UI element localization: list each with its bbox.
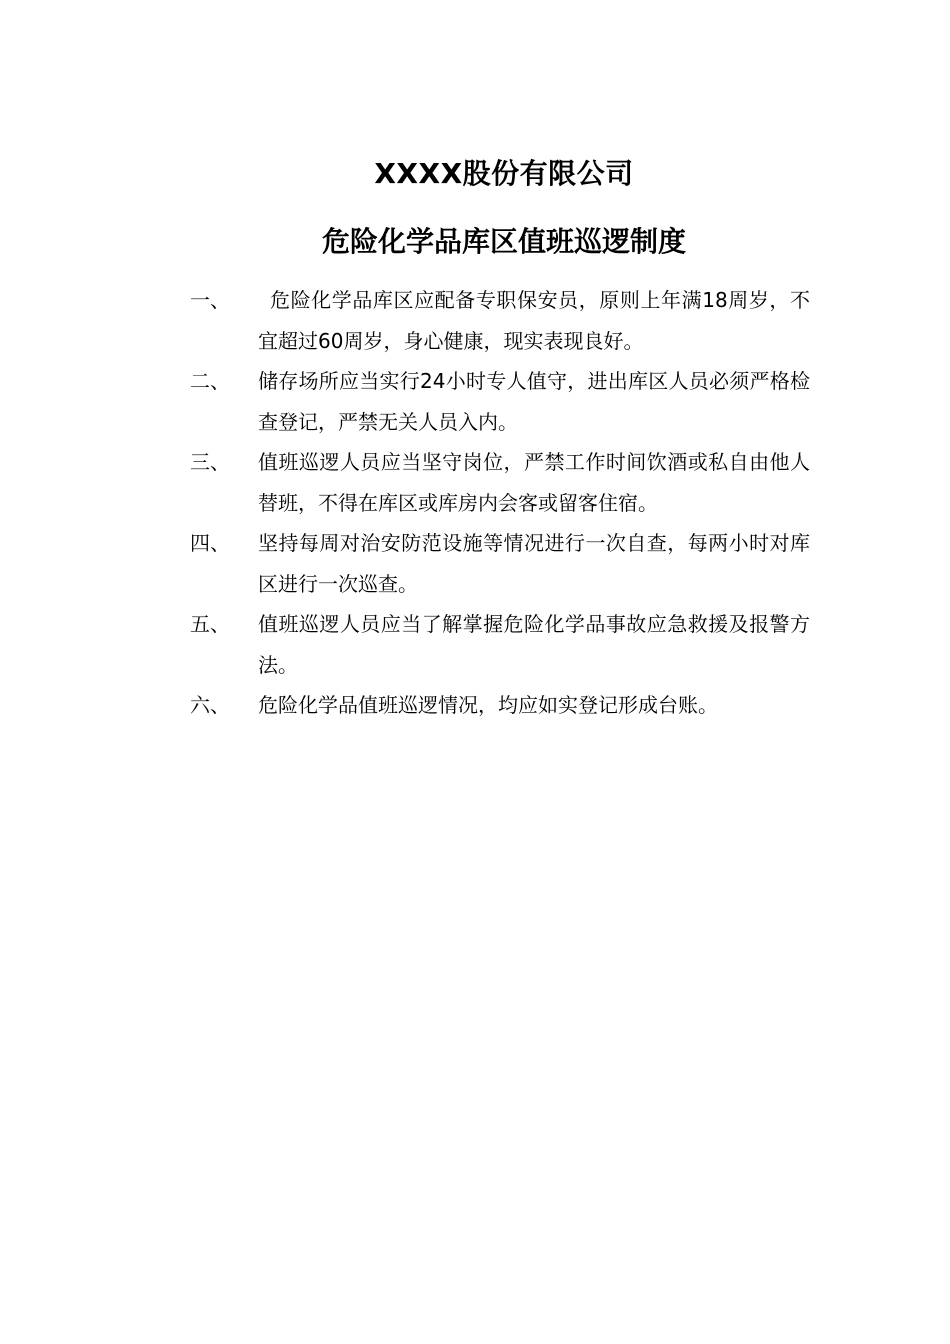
- rule-text: 值班巡逻人员应当坚守岗位，严禁工作时间饮酒或私自由他人替班，不得在库区或库房内会客或留客住宿。: [258, 450, 810, 515]
- rule-item: [190, 523, 810, 604]
- rule-item: [190, 361, 810, 442]
- rule-number: 三、: [190, 450, 230, 474]
- rule-number: 一、: [190, 288, 230, 312]
- rule-number: 六、: [190, 693, 230, 717]
- rule-number: 二、: [190, 369, 230, 393]
- page-title: 危险化学品库区值班巡逻制度: [321, 225, 686, 258]
- rule-item: [190, 442, 810, 523]
- rule-text: 值班巡逻人员应当了解掌握危险化学品事故应急救援及报警方法。: [258, 612, 810, 677]
- rule-text: 坚持每周对治安防范设施等情况进行一次自查，每两小时对库区进行一次巡查。: [258, 531, 810, 596]
- rules-list: [190, 280, 810, 726]
- rule-text: 危险化学品值班巡逻情况，均应如实登记形成台账。: [258, 693, 718, 717]
- rule-text: 危险化学品库区应配备专职保安员，原则上年满18周岁，不宜超过60周岁，身心健康，现实表现良好。: [258, 288, 810, 353]
- rule-number: 四、: [190, 531, 230, 555]
- rule-text: 储存场所应当实行24小时专人值守，进出库区人员必须严格检查登记，严禁无关人员入内。: [258, 369, 810, 434]
- rule-item: [190, 280, 810, 361]
- company-name: XXXX股份有限公司: [374, 157, 634, 190]
- rule-item: [190, 685, 810, 726]
- rule-item: [190, 604, 810, 685]
- rule-number: 五、: [190, 612, 230, 636]
